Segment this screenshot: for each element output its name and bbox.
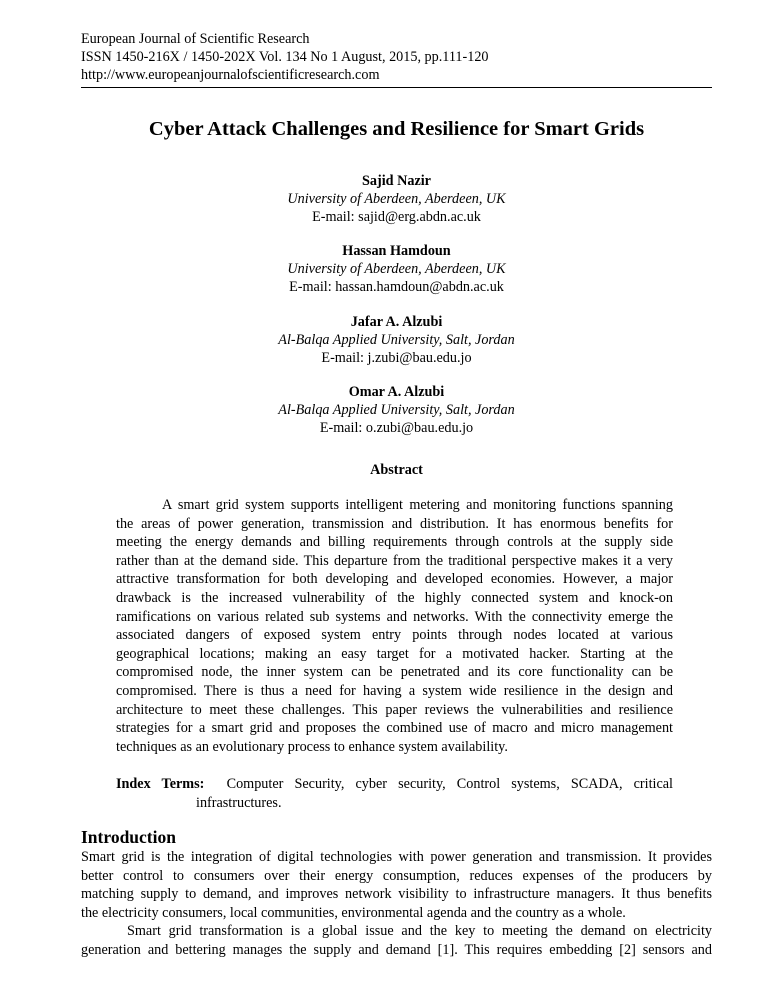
index-terms-list: Computer Security, cyber security, Control systems, SCADA, critical: [226, 776, 673, 792]
abstract-line: techniques as an evolutionary process to enhance system availability.: [116, 738, 508, 755]
abstract-line: compromised node, the inner system can be penetrated and its core functionality can be: [116, 664, 673, 681]
author-affiliation: Al-Balqa Applied University, Salt, Jordan: [278, 402, 515, 418]
author-name: Hassan Hamdoun: [342, 243, 451, 259]
paper-title: Cyber Attack Challenges and Resilience for Smart Grids: [148, 118, 645, 140]
journal-name: European Journal of Scientific Research: [81, 31, 310, 47]
author-email: E-mail: sajid@erg.abdn.ac.uk: [312, 209, 481, 225]
author-name: Omar A. Alzubi: [348, 384, 445, 400]
author-block: [81, 383, 712, 437]
author-affiliation: University of Aberdeen, Aberdeen, UK: [287, 261, 506, 277]
header-divider: [81, 87, 712, 88]
abstract-line: rather than at the demand side. This departure from the traditional perspective makes it a very: [116, 552, 673, 569]
index-terms-label: Index Terms:: [116, 776, 205, 792]
abstract-line: associated dangers of exposed system entry points through nodes located at various: [116, 627, 673, 644]
author-name: Jafar A. Alzubi: [350, 314, 443, 330]
index-terms-line: [116, 775, 673, 794]
index-terms: [116, 775, 673, 812]
abstract-line: drawback is the increased vulnerability of the highly connected system and knock-on: [116, 589, 673, 606]
intro-line: Smart grid is the integration of digital technologies with power generation and transmission. It provides: [81, 849, 712, 865]
introduction-body: [81, 848, 712, 960]
intro-line: Smart grid transformation is a global issue and the key to meeting the demand on electricity: [127, 923, 712, 940]
journal-header: [81, 30, 489, 84]
author-email: E-mail: o.zubi@bau.edu.jo: [319, 420, 474, 436]
intro-line: generation and bettering manages the supply and demand [1]. This requires embedding [2] sensors and: [81, 941, 712, 958]
author-affiliation: University of Aberdeen, Aberdeen, UK: [287, 191, 506, 207]
abstract-body: [116, 496, 673, 756]
intro-line: the electricity consumers, local communities, environmental agenda and the country as a whole.: [81, 904, 626, 921]
abstract-line: strategies for a smart grid and proposes the combined use of macro and micro management: [116, 720, 673, 737]
journal-url[interactable]: http://www.europeanjournalofscientificresearch.com: [81, 67, 380, 83]
intro-line: matching supply to demand, and improves network visibility to infrastructure managers. It thus benefits: [81, 886, 712, 903]
author-block: [81, 172, 712, 226]
intro-line: better control to consumers over their energy consumption, reduces expenses of the producers by: [81, 867, 712, 884]
author-email: E-mail: j.zubi@bau.edu.jo: [321, 350, 472, 366]
journal-issn: ISSN 1450-216X / 1450-202X Vol. 134 No 1 August, 2015, pp.111-120: [81, 49, 489, 65]
author-block: [81, 313, 712, 367]
abstract-line: architecture to meet these challenges. This paper reviews the vulnerabilities and resilience: [116, 701, 673, 718]
abstract-line: attractive transformation for both developing and developed economies. However, a major: [116, 571, 673, 588]
author-affiliation: Al-Balqa Applied University, Salt, Jordan: [278, 332, 515, 348]
abstract-line: the areas of power generation, transmission and distribution. It has enormous benefits for: [116, 515, 673, 532]
introduction-heading: Introduction: [81, 827, 176, 847]
abstract-line: meeting the energy demands and billing requirements through controls at the supply side: [116, 534, 673, 551]
author-block: [81, 242, 712, 296]
author-name: Sajid Nazir: [362, 173, 431, 189]
abstract-line: geographical locations; making an easy target for a motivated hacker. Starting at the: [116, 645, 673, 662]
abstract-line: ramifications on various related sub systems and networks. With the connectivity emerge the: [116, 608, 673, 625]
abstract-line: compromised. There is thus a need for having a system wide resilience in the design and: [116, 682, 673, 699]
abstract-line: A smart grid system supports intelligent metering and monitoring functions spanning: [162, 497, 673, 513]
abstract-heading: Abstract: [370, 462, 423, 478]
index-terms-continuation: infrastructures.: [196, 794, 282, 811]
author-email: E-mail: hassan.hamdoun@abdn.ac.uk: [289, 279, 504, 295]
